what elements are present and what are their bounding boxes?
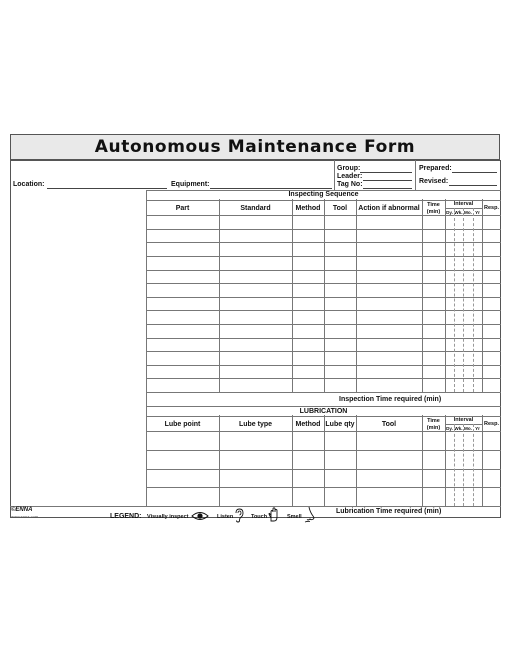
interval-year: Yr (475, 210, 480, 215)
inspection-interval-dash (473, 208, 474, 392)
lube-interval-week: Wk. (454, 426, 463, 431)
inspection-table-row[interactable] (147, 271, 219, 283)
location-field[interactable] (47, 188, 167, 189)
inspection-table-row[interactable] (147, 352, 219, 364)
lubrication-col-line (356, 415, 357, 506)
interval-month: Mo. (464, 210, 472, 215)
lube-col-time-line2: (min) (426, 425, 441, 431)
header-divider-1 (334, 160, 335, 190)
col-method: Method (295, 205, 321, 212)
legend-listen-text: Listen (217, 514, 234, 520)
col-resp: Resp. (484, 205, 499, 211)
lube-col-method: Method (295, 421, 321, 428)
lubrication-col-line (292, 415, 293, 506)
inspection-table-row[interactable] (147, 366, 219, 378)
eye-icon (191, 510, 209, 522)
lube-col-time-line1: Time (427, 418, 440, 424)
inspection-col-line (219, 199, 220, 392)
inspection-interval-dash (454, 208, 455, 392)
ear-icon (234, 508, 244, 523)
prepared-field[interactable] (452, 172, 497, 173)
tag-field[interactable] (363, 188, 412, 189)
lubrication-table-row[interactable] (147, 470, 219, 487)
lubrication-interval-dash (473, 424, 474, 506)
prepared-label: Prepared: (419, 165, 452, 172)
revised-field[interactable] (449, 185, 497, 186)
lubrication-interval-dash (463, 424, 464, 506)
nose-icon (304, 506, 316, 523)
lube-interval-month: Mo. (464, 426, 472, 431)
header-divider-2 (415, 160, 416, 190)
col-tool: Tool (332, 205, 348, 212)
interval-week: Wk. (454, 210, 463, 215)
inspection-table-row[interactable] (147, 311, 219, 323)
group-field[interactable] (360, 172, 412, 173)
inspection-col-line (482, 199, 483, 392)
group-label: Group: (337, 165, 361, 172)
interval-day: Dy. (446, 210, 453, 215)
inspection-table-row[interactable] (147, 339, 219, 351)
inspection-table-row[interactable] (147, 230, 219, 242)
legend-visual-text: Visually inspect (147, 514, 189, 520)
inspection-total-label: Inspection Time required (min) (339, 396, 442, 403)
inspection-grid-bottom (146, 392, 501, 393)
brand-logo: ©ENNA (11, 507, 33, 513)
location-label: Location: (13, 181, 45, 188)
tag-label: Tag No: (337, 181, 363, 188)
lubrication-col-line (324, 415, 325, 506)
lubrication-table-row[interactable] (147, 432, 219, 449)
inspection-total-line (146, 406, 501, 407)
leader-field[interactable] (363, 180, 412, 181)
inspection-col-line (324, 199, 325, 392)
inspection-table-row[interactable] (147, 379, 219, 391)
leader-label: Leader: (337, 173, 363, 180)
form-title: Autonomous Maintenance Form (94, 137, 416, 157)
revised-label: Revised: (419, 178, 449, 185)
equipment-label: Equipment: (171, 181, 210, 188)
lubrication-col-line (445, 415, 446, 506)
lubrication-col-line (219, 415, 220, 506)
lube-col-point: Lube point (164, 421, 201, 428)
hand-icon (268, 507, 279, 522)
lube-col-qty: Lube qty (325, 421, 355, 428)
lubrication-col-line (422, 415, 423, 506)
inspection-table-row[interactable] (147, 257, 219, 269)
col-part: Part (175, 205, 190, 212)
inspection-section-title: Inspecting Sequence (288, 191, 359, 198)
inspection-table-row[interactable] (147, 298, 219, 310)
col-standard: Standard (240, 205, 271, 212)
lubrication-section-title: LUBRICATION (299, 408, 348, 415)
inspection-col-line (445, 199, 446, 392)
inspection-col-line (356, 199, 357, 392)
lube-col-interval: Interval (453, 417, 474, 423)
inspection-table-row[interactable] (147, 284, 219, 296)
equipment-field[interactable] (210, 188, 332, 189)
lube-col-resp: Resp. (484, 421, 499, 427)
lubrication-interval-dash (454, 424, 455, 506)
form-title-bar (10, 134, 500, 160)
legend-smell-text: Smell (287, 514, 302, 520)
lubrication-table-row[interactable] (147, 451, 219, 468)
lube-col-type: Lube type (238, 421, 273, 428)
lubrication-col-line (482, 415, 483, 506)
inspection-table-row[interactable] (147, 325, 219, 337)
col-time-line2: (min) (426, 209, 441, 215)
inspection-table-row[interactable] (147, 243, 219, 255)
col-time-line1: Time (427, 202, 440, 208)
inspection-table-row[interactable] (147, 216, 219, 228)
lubrication-table-row[interactable] (147, 488, 219, 505)
col-action: Action if abnormal (358, 205, 420, 212)
lubrication-total-label: Lubrication Time required (min) (336, 508, 442, 515)
lube-interval-day: Dy. (446, 426, 453, 431)
lube-col-tool: Tool (381, 421, 397, 428)
legend-touch-text: Touch (251, 514, 268, 520)
legend-label: LEGEND: (110, 513, 142, 520)
lube-interval-year: Yr (475, 426, 480, 431)
footer-top-line (10, 506, 501, 507)
col-interval: Interval (453, 201, 474, 207)
inspection-col-line (422, 199, 423, 392)
inspection-interval-dash (463, 208, 464, 392)
inspection-col-line (292, 199, 293, 392)
brand-url: www.enna.com (11, 514, 39, 519)
